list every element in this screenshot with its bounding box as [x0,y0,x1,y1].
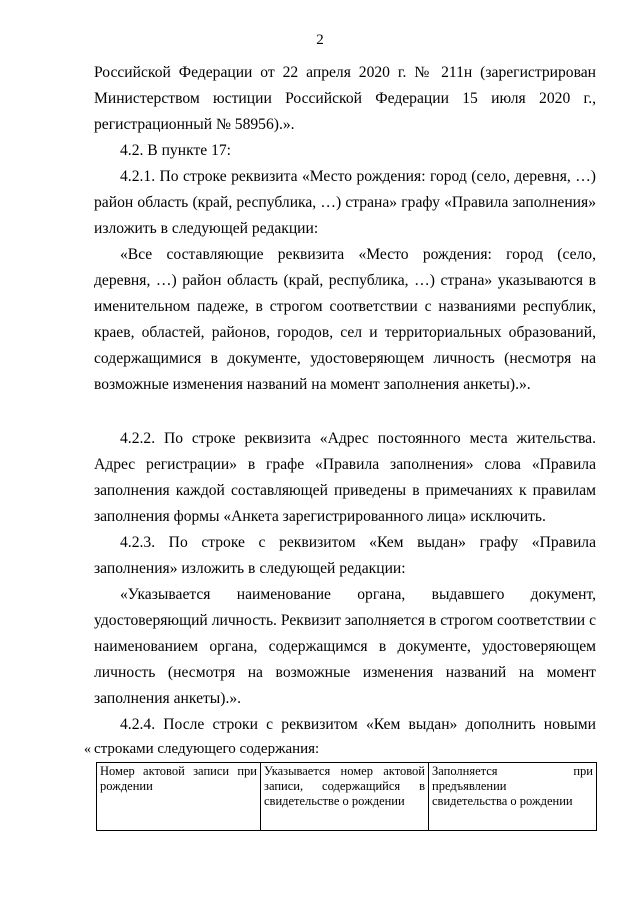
table-cell-rule: Указывается номер актовой записи, содержащийся в свидетельстве о рождении [261,763,429,831]
text-line: Министерством юстиции Российской Федерации 15 июля 2020 г., [94,90,596,107]
text-line: именительном падеже, в строгом соответствии с названиями республик, [94,298,596,315]
text-line: 4.2.3. По строке с реквизитом «Кем выдан» графу «Правила [120,534,596,551]
text-line: Адрес регистрации» в графе «Правила заполнения» слова «Правила [94,456,596,473]
text-line: 4.2.2. По строке реквизита «Адрес постоянного места жительства. [120,430,596,447]
table-open-quote: « [84,742,91,757]
text-line: наименованием органа, содержащимся в документе, удостоверяющем [94,638,596,655]
text-line: «Указывается наименование органа, выдавшего документ, [120,586,596,603]
text-line: заполнения формы «Анкета зарегистрированного лица» исключить. [94,508,546,525]
text-line: район область (край, республика, …) страна» графу «Правила заполнения» [94,194,596,211]
text-line: Российской Федерации от 22 апреля 2020 г. № 211н (зарегистрирован [94,64,596,81]
text-line: 4.2.1. По строке реквизита «Место рождения: город (село, деревня, …) [120,168,596,185]
text-line: «Все составляющие реквизита «Место рождения: город (село, [120,246,596,263]
text-line: деревня, …) район область (край, республика, …) страна» указываются в [94,272,596,289]
text-line: изложить в следующей редакции: [94,220,319,237]
table-cell-requisite: Номер актовой записи при рождении [97,763,261,831]
text-line: содержащимися в документе, удостоверяющем личность (несмотря на [94,350,596,367]
text-line: регистрационный № 58956).». [94,116,295,133]
text-line: заполнения» изложить в следующей редакции: [94,560,406,577]
text-line: 4.2.4. После строки с реквизитом «Кем выдан» дополнить новыми [120,716,596,733]
text-line: удостоверяющий личность. Реквизит заполняется в строгом соответствии с [94,612,596,629]
section-heading: 4.2. В пункте 17: [120,142,232,159]
requisites-table [96,762,597,831]
table-row [97,763,597,831]
table-cell-note: Заполняется при предъявлении свидетельства о рождении [429,763,597,831]
text-line: заполнения каждой составляющей приведены в примечаниях к правилам [94,482,596,499]
page-number: 2 [316,32,324,48]
text-line: возможные изменения названий на момент заполнения анкеты).». [94,376,531,393]
text-line: заполнения анкеты).». [94,690,242,707]
text-line: личность (несмотря на возможные изменения названий на момент [94,664,596,681]
text-line: строками следующего содержания: [94,741,320,757]
text-line: краев, областей, районов, городов, сел и территориальных образований, [94,324,596,341]
